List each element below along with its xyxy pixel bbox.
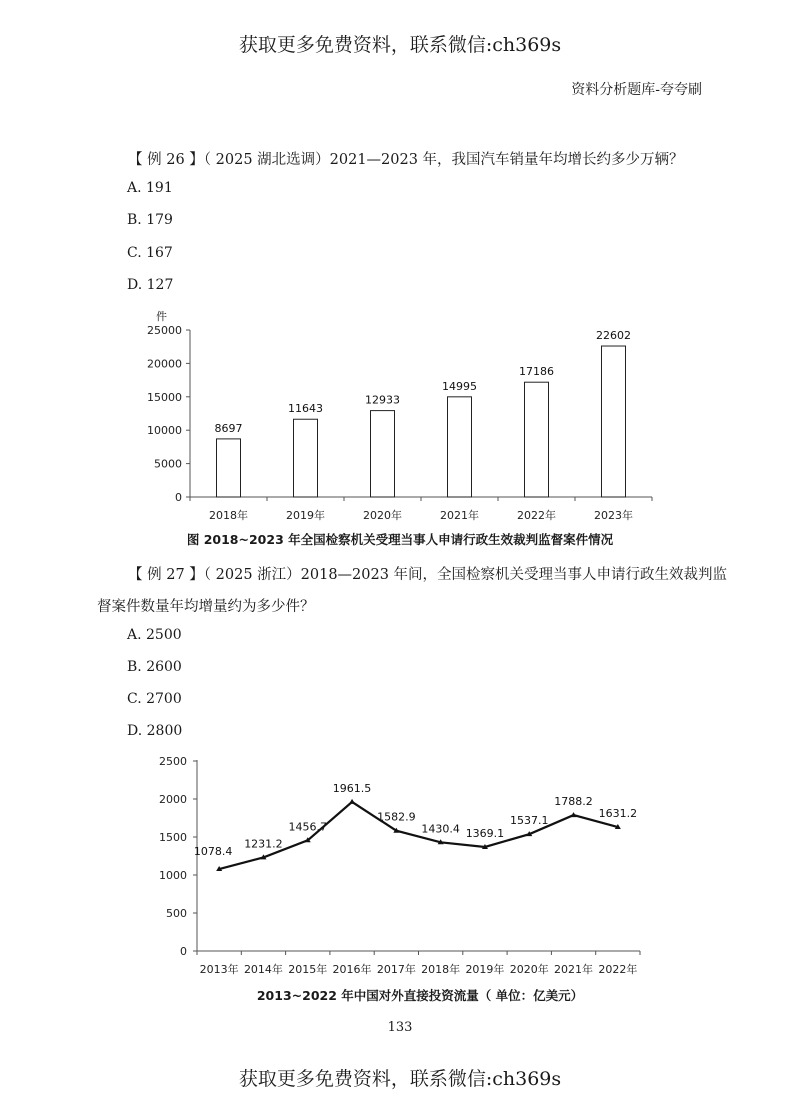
bar-x-tick-label: 2019年 — [286, 509, 325, 522]
line-y-tick-label: 500 — [166, 907, 187, 920]
q27-option-d: D. 2800 — [127, 723, 183, 739]
bar — [448, 397, 472, 497]
bar-y-tick-label: 10000 — [147, 424, 182, 438]
line-x-tick-label: 2013年 — [199, 963, 239, 976]
bar-data-label: 11643 — [288, 402, 323, 416]
line-x-tick-label: 2014年 — [243, 963, 283, 976]
bar-y-tick-label: 25000 — [147, 324, 182, 337]
q26-option-d: D. 127 — [127, 277, 174, 293]
line-x-tick-label: 2020年 — [509, 963, 549, 976]
line-x-tick-label: 2015年 — [288, 963, 328, 976]
bar-data-label: 14995 — [442, 379, 477, 393]
line-data-label: 1430.4 — [421, 822, 460, 836]
bar — [371, 411, 395, 497]
line-data-label: 1961.5 — [332, 781, 372, 795]
line-data-label: 1631.2 — [598, 807, 638, 821]
line-chart-title: 2013~2022 年中国对外直接投资流量（ 单位：亿美元） — [256, 988, 584, 1003]
bar-y-tick-label: 20000 — [147, 357, 182, 371]
line-y-tick-label: 1500 — [159, 831, 187, 844]
line-data-label: 1369.1 — [465, 826, 505, 840]
bar-y-tick-label: 5000 — [154, 457, 182, 471]
bar-x-tick-label: 2023年 — [594, 509, 633, 522]
page-number: 133 — [387, 1020, 413, 1035]
line-x-tick-label: 2022年 — [598, 963, 638, 976]
q27-option-b: B. 2600 — [127, 659, 182, 675]
q27-option-a: A. 2500 — [127, 627, 182, 643]
bar-x-tick-label: 2018年 — [209, 509, 248, 522]
bar-chart-title: 图 2018~2023 年全国检察机关受理当事人申请行政生效裁判监督案件情况 — [186, 532, 614, 547]
bar — [294, 419, 318, 497]
line-y-tick-label: 1000 — [159, 869, 187, 882]
bar-x-tick-label: 2022年 — [517, 509, 556, 522]
header-right: 资料分析题库-夸夸刷 — [571, 82, 702, 98]
line-x-tick-label: 2021年 — [554, 963, 594, 976]
bar-x-tick-label: 2020年 — [363, 509, 402, 522]
line-data-label: 1231.2 — [244, 837, 283, 851]
q27-option-c: C. 2700 — [127, 691, 182, 707]
line-y-tick-label: 2000 — [159, 793, 187, 806]
bar-data-label: 8697 — [214, 421, 243, 435]
line-point — [349, 799, 355, 804]
line-data-label: 1456.7 — [288, 820, 327, 834]
watermark-bottom: 获取更多免费资料，联系微信:ch369s — [238, 1068, 562, 1090]
q26-option-c: C. 167 — [127, 245, 173, 261]
bar-y-tick-label: 0 — [175, 491, 182, 504]
line-y-tick-label: 2500 — [159, 755, 187, 768]
bar-chart-ylabel: 件 — [156, 310, 167, 323]
bar-data-label: 22602 — [596, 329, 631, 343]
line-data-label: 1078.4 — [193, 845, 233, 859]
bar — [217, 439, 241, 497]
line-x-tick-label: 2019年 — [465, 963, 505, 976]
line-y-tick-label: 0 — [180, 945, 187, 958]
bar-data-label: 12933 — [365, 393, 400, 407]
line-chart — [0, 750, 800, 985]
question-27-line1: 【 例 27 】（ 2025 浙江）2018—2023 年间，全国检察机关受理当事人申请行政生效裁判监 — [128, 567, 728, 583]
bar — [602, 346, 626, 497]
line-x-tick-label: 2016年 — [332, 963, 372, 976]
question-26: 【 例 26 】（ 2025 湖北选调）2021—2023 年，我国汽车销量年均增长约多少万辆？ — [128, 152, 684, 168]
line-data-label: 1537.1 — [510, 814, 549, 828]
line-data-label: 1788.2 — [554, 795, 593, 809]
bar-data-label: 17186 — [519, 365, 554, 379]
question-27-line2: 督案件数量年均增量约为多少件？ — [97, 599, 315, 615]
line-x-tick-label: 2018年 — [421, 963, 461, 976]
bar-x-tick-label: 2021年 — [440, 509, 479, 522]
line-x-tick-label: 2017年 — [376, 963, 416, 976]
bar-y-tick-label: 15000 — [147, 390, 182, 404]
line-data-label: 1582.9 — [377, 810, 416, 824]
watermark-top: 获取更多免费资料，联系微信:ch369s — [238, 34, 562, 56]
line-series — [219, 802, 618, 869]
q26-option-a: A. 191 — [127, 180, 173, 196]
bar — [525, 382, 549, 497]
bar-chart — [0, 300, 800, 530]
q26-option-b: B. 179 — [127, 212, 173, 228]
